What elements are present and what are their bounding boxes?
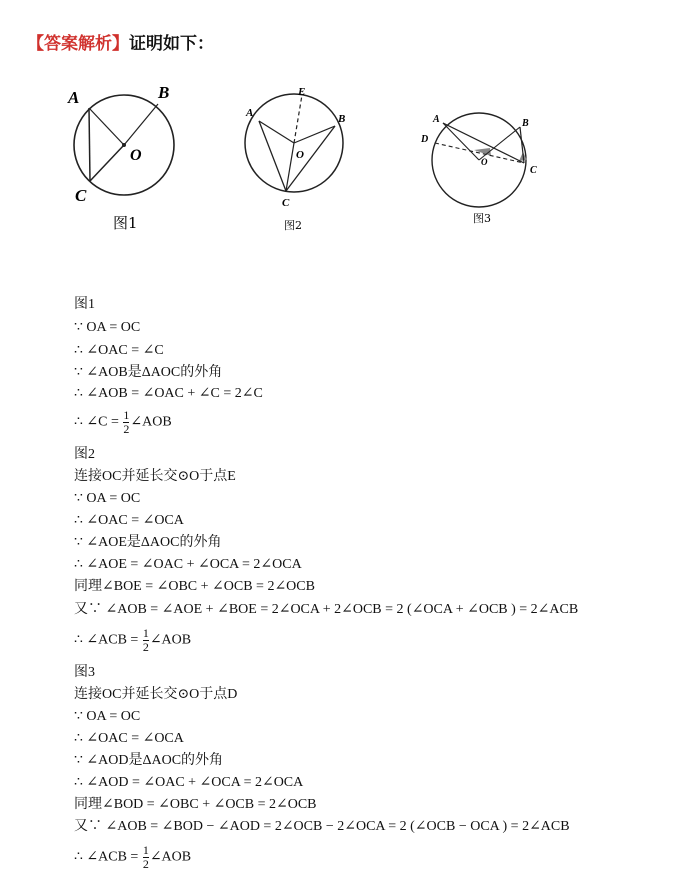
fraction-denominator: 2 — [142, 640, 149, 654]
fraction — [123, 409, 129, 436]
fig2-label-o: O — [296, 149, 304, 161]
fig3-label-o: O — [481, 157, 488, 167]
proof-line: 连接OC并延长交⊙O于点E — [74, 469, 236, 484]
proof-fig2-title: 图2 — [74, 447, 95, 462]
fig1-radius-oa — [89, 108, 124, 145]
proof-line: ∵ ∠AOB是ΔAOC的外角 — [74, 365, 223, 380]
proof-line: ∴ ∠AOB = ∠OAC + ∠C = 2∠C — [74, 386, 263, 401]
proof-line: 同理∠BOE = ∠OBC + ∠OCB = 2∠OCB — [74, 579, 315, 594]
fraction-suffix: ∠AOB — [149, 849, 192, 865]
proof-fig3-title: 图3 — [74, 665, 95, 680]
fraction-numerator: 1 — [142, 626, 149, 640]
fraction-suffix: ∠AOB — [149, 632, 192, 648]
proof-line-fraction — [74, 409, 172, 436]
fig2-label-b: B — [338, 113, 346, 125]
fraction-denominator: 2 — [142, 857, 149, 871]
fig1-center-dot — [122, 143, 126, 147]
fig3-label-b: B — [522, 118, 529, 129]
proof-line: ∴ ∠OAC = ∠OCA — [74, 731, 184, 746]
fig1-chord-cb — [90, 145, 124, 181]
answer-tag: 【答案解析】 — [27, 34, 129, 54]
proof-fig1-title: 图1 — [74, 297, 95, 312]
fig3-label-d: D — [421, 134, 429, 145]
proof-line: 又∵ ∠AOB = ∠AOE + ∠BOE = 2∠OCA + 2∠OCB = 2 (∠OCA + ∠OCB ) = 2∠ACB — [74, 602, 579, 617]
figure-3 — [420, 113, 537, 225]
proof-line: ∵ OA = OC — [74, 491, 141, 506]
fig2-dashed-oe — [294, 95, 302, 143]
fig3-label-c: C — [530, 165, 537, 176]
fraction-prefix: ∴ ∠ACB = — [74, 849, 142, 865]
proof-line: ∵ OA = OC — [74, 709, 141, 724]
fig1-label-c: C — [75, 186, 87, 205]
proof-line: ∴ ∠OAC = ∠C — [74, 343, 164, 358]
proof-line: ∵ ∠AOD是ΔAOC的外角 — [74, 753, 224, 768]
fig1-chord-ac — [89, 108, 90, 181]
fraction-denominator: 2 — [123, 422, 130, 436]
fraction — [143, 627, 149, 654]
fraction-suffix: ∠AOB — [130, 414, 172, 430]
fig1-radius-ob — [124, 104, 158, 145]
fig1-label-a: A — [68, 88, 80, 107]
fig2-radius-oa — [259, 121, 294, 143]
fig1-label-o: O — [130, 147, 142, 164]
fig1-label-b: B — [158, 83, 170, 102]
proof-line: ∴ ∠OAC = ∠OCA — [74, 513, 184, 528]
figure-1 — [67, 83, 174, 232]
fig2-segment-oc — [286, 143, 294, 191]
proof-line: ∴ ∠AOE = ∠OAC + ∠OCA = 2∠OCA — [74, 557, 302, 572]
proof-line: ∴ ∠AOD = ∠OAC + ∠OCA = 2∠OCA — [74, 775, 304, 790]
fig3-radius-oa — [443, 123, 479, 160]
proof-line-fraction — [74, 844, 191, 871]
fig2-label-c: C — [282, 197, 290, 209]
fig2-label-e: E — [298, 86, 306, 98]
proof-line: 连接OC并延长交⊙O于点D — [74, 687, 238, 702]
fraction-prefix: ∴ ∠C = — [74, 414, 123, 430]
proof-line-fraction — [74, 627, 191, 654]
figures-area — [0, 0, 692, 270]
proof-line: 同理∠BOD = ∠OBC + ∠OCB = 2∠OCB — [74, 797, 317, 812]
answer-heading-text: 证明如下： — [129, 34, 214, 54]
fig3-caption: 图3 — [473, 212, 491, 225]
fig2-caption: 图2 — [284, 219, 302, 232]
fraction — [143, 844, 149, 871]
fig1-caption: 图1 — [113, 214, 138, 232]
figure-2 — [245, 86, 345, 232]
proof-line: 又∵ ∠AOB = ∠BOD − ∠AOD = 2∠OCB − 2∠OCA = 2 (∠OCB − OCA ) = 2∠ACB — [74, 819, 570, 834]
proof-line: ∵ OA = OC — [74, 320, 141, 335]
fraction-numerator: 1 — [123, 408, 130, 422]
fraction-numerator: 1 — [142, 843, 149, 857]
fig3-label-a: A — [433, 114, 440, 125]
fig2-label-a: A — [246, 107, 254, 119]
fraction-prefix: ∴ ∠ACB = — [74, 632, 142, 648]
proof-line: ∵ ∠AOE是ΔAOC的外角 — [74, 535, 222, 550]
